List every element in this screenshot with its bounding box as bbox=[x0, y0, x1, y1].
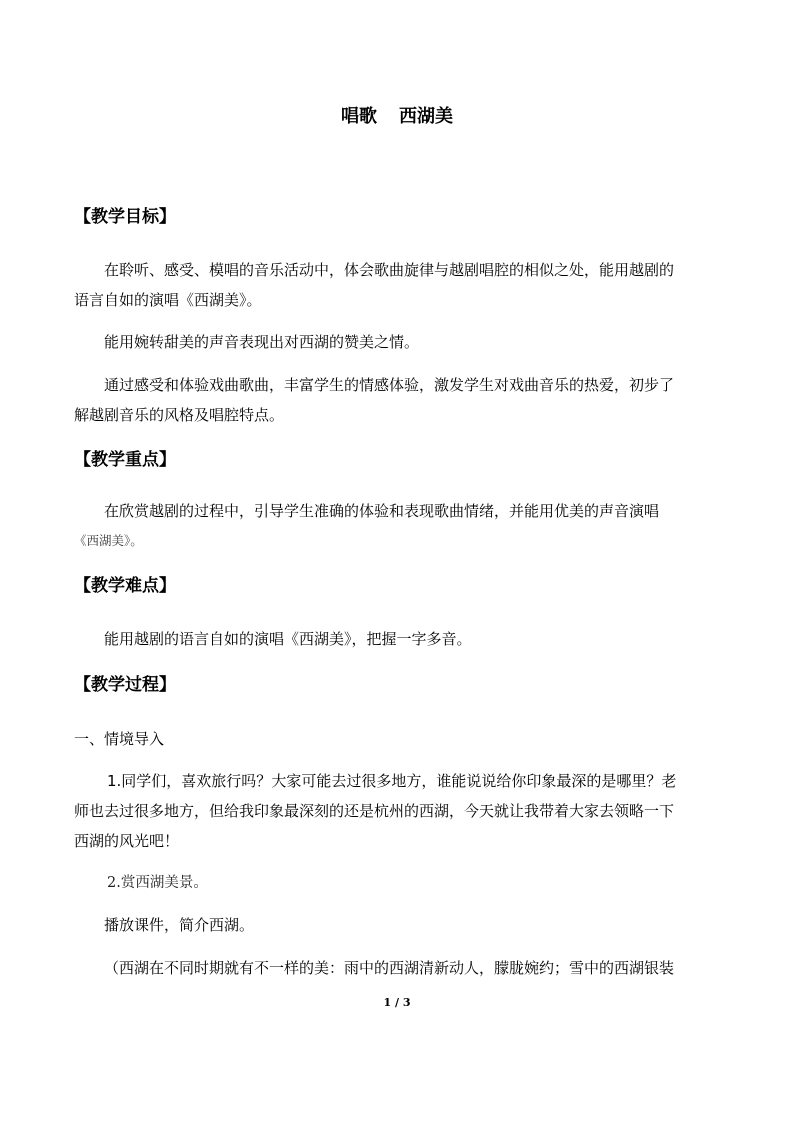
objectives-heading: 【教学目标】 bbox=[74, 207, 176, 227]
objectives-paragraph-3-line-1: 通过感受和体验戏曲歌曲，丰富学生的情感体验，激发学生对戏曲音乐的热爱，初步了 bbox=[104, 376, 675, 394]
process-item-1-line-2: 师也去过很多地方，但给我印象最深刻的还是杭州的西湖，今天就让我带着大家去领略一下 bbox=[74, 802, 675, 820]
objectives-paragraph-3-line-2: 解越剧音乐的风格及唱腔特点。 bbox=[74, 406, 285, 424]
objectives-paragraph-1-line-2: 语言自如的演唱《西湖美》。 bbox=[74, 291, 262, 309]
process-item-2-subtext: 播放课件，简介西湖。 bbox=[104, 916, 255, 934]
process-item-1-line-3: 西湖的风光吧！ bbox=[74, 832, 180, 850]
process-item-2-description: （西湖在不同时期就有不一样的美：雨中的西湖清新动人，朦胧婉约；雪中的西湖银装 bbox=[104, 959, 675, 977]
process-subheading: 一、情境导入 bbox=[74, 730, 165, 748]
key-points-paragraph-line-2: 《西湖美》。 bbox=[74, 533, 143, 548]
title-part-2: 西湖美 bbox=[399, 106, 453, 127]
page-number: 1 / 3 bbox=[383, 996, 411, 1009]
difficulties-paragraph: 能用越剧的语言自如的演唱《西湖美》，把握一字多音。 bbox=[104, 630, 472, 648]
objectives-paragraph-1-line-1: 在聆听、感受、模唱的音乐活动中，体会歌曲旋律与越剧唱腔的相似之处，能用越剧的 bbox=[104, 261, 675, 279]
difficulties-heading: 【教学难点】 bbox=[74, 576, 176, 596]
objectives-paragraph-2: 能用婉转甜美的声音表现出对西湖的赞美之情。 bbox=[104, 333, 420, 351]
document-title bbox=[0, 105, 794, 129]
process-heading: 【教学过程】 bbox=[74, 675, 176, 695]
process-item-1-line-1: 1.同学们，喜欢旅行吗？大家可能去过很多地方，谁能说说给你印象最深的是哪里？老 bbox=[107, 772, 677, 790]
key-points-heading: 【教学重点】 bbox=[74, 450, 176, 470]
process-item-2: 2.赏西湖美景。 bbox=[107, 875, 208, 891]
title-part-1: 唱歌 bbox=[341, 106, 377, 127]
key-points-paragraph-line-1: 在欣赏越剧的过程中，引导学生准确的体验和表现歌曲情绪，并能用优美的声音演唱 bbox=[104, 502, 660, 520]
